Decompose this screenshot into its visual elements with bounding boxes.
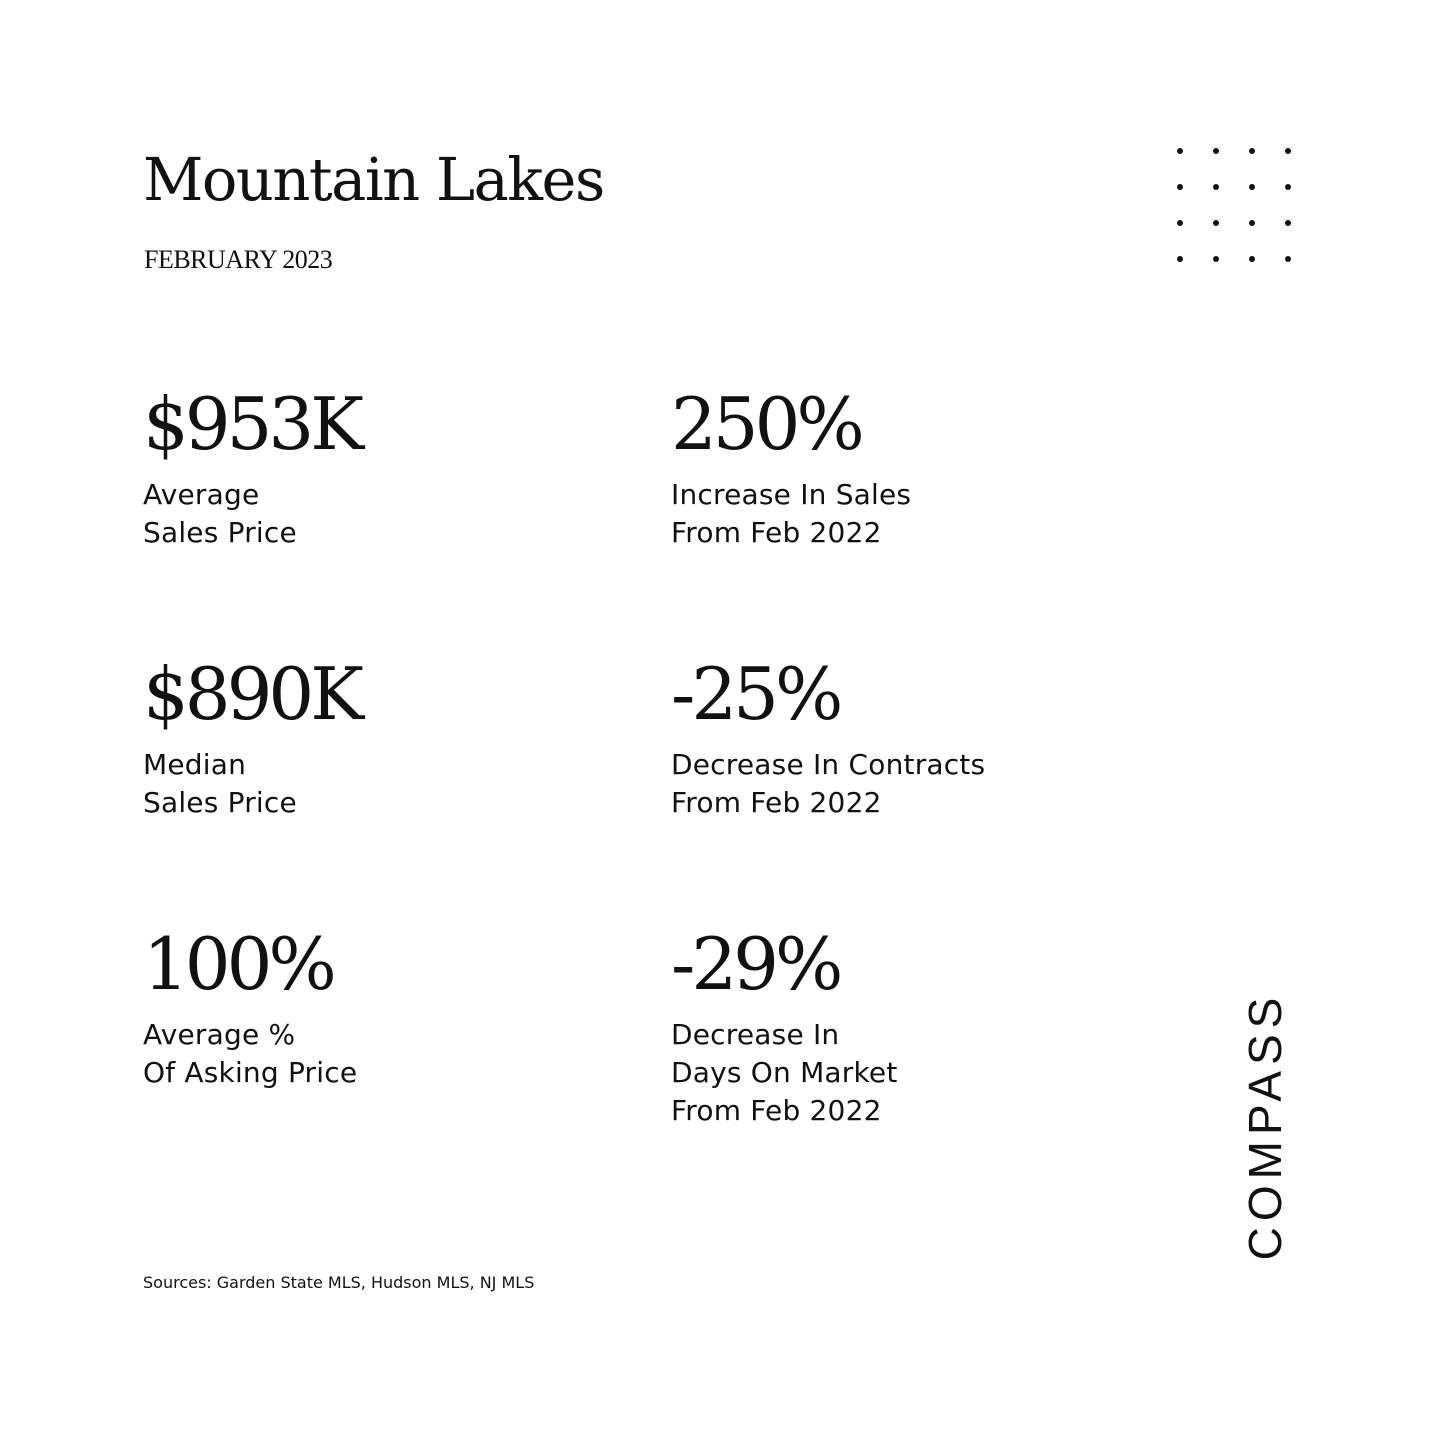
stat-label-line: Sales Price <box>143 786 297 819</box>
dot-grid-icon <box>1174 143 1298 267</box>
stat-label <box>143 746 360 822</box>
dot <box>1213 148 1219 154</box>
stat-decrease-in-contracts <box>671 652 986 822</box>
stat-label-line: Days On Market <box>671 1056 898 1089</box>
stat-value: -25% <box>671 652 840 736</box>
stat-label-line: Average <box>143 478 260 511</box>
stat-decrease-in-days-on-market <box>671 922 898 1130</box>
dot <box>1285 148 1291 154</box>
stat-label-line: Average % <box>143 1018 296 1051</box>
stat-label-line: Increase In Sales <box>671 478 912 511</box>
stat-label-line: Of Asking Price <box>143 1056 358 1089</box>
stat-average-sales-price <box>143 382 361 552</box>
dot <box>1177 256 1183 262</box>
stat-label-line: From Feb 2022 <box>671 516 882 549</box>
stat-increase-in-sales <box>671 382 912 552</box>
compass-wordmark: COMPASS <box>1239 991 1291 1261</box>
stat-average-of-asking-price <box>143 922 358 1092</box>
stat-value: $953K <box>143 382 361 466</box>
dot <box>1249 220 1255 226</box>
stat-label-line: From Feb 2022 <box>671 1094 882 1127</box>
dot <box>1177 184 1183 190</box>
dot <box>1177 220 1183 226</box>
stat-value: -29% <box>671 922 840 1006</box>
sources-note: Sources: Garden State MLS, Hudson MLS, NJ MLS <box>143 1273 535 1292</box>
stat-label <box>671 746 985 822</box>
stat-label-line: Decrease In Contracts <box>671 748 986 781</box>
stat-value: 100% <box>143 922 333 1006</box>
dot <box>1285 220 1291 226</box>
dot <box>1285 256 1291 262</box>
report-date: FEBRUARY 2023 <box>144 245 333 274</box>
stat-median-sales-price <box>143 652 361 822</box>
dot <box>1249 256 1255 262</box>
dot <box>1213 184 1219 190</box>
dot <box>1249 148 1255 154</box>
stat-label-line: Median <box>143 748 247 781</box>
stat-value: 250% <box>671 382 861 466</box>
stat-label-line: From Feb 2022 <box>671 786 882 819</box>
compass-logo <box>1237 958 1293 1294</box>
stat-label <box>143 1016 357 1092</box>
stat-label-line: Decrease In <box>671 1018 840 1051</box>
stat-value: $890K <box>143 652 361 736</box>
dot <box>1213 220 1219 226</box>
dot <box>1213 256 1219 262</box>
stat-label <box>671 476 911 552</box>
stat-label-line: Sales Price <box>143 516 297 549</box>
stat-label <box>143 476 360 552</box>
dot <box>1285 184 1291 190</box>
dot <box>1249 184 1255 190</box>
stat-label <box>671 1016 898 1130</box>
page-title: Mountain Lakes <box>143 145 604 214</box>
dot <box>1177 148 1183 154</box>
